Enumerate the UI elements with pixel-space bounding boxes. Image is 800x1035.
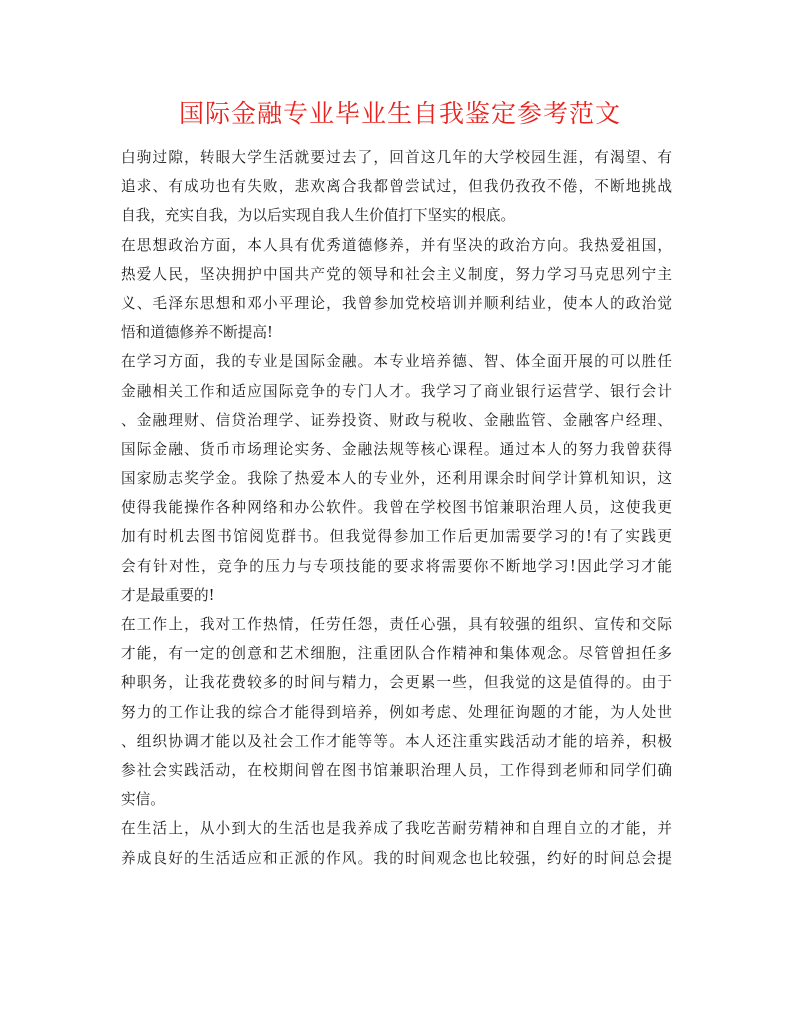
paragraph — [121, 231, 672, 348]
text-line: 悟和道德修养不断提高! — [121, 324, 273, 342]
paragraph — [121, 814, 672, 872]
text-line: 参社会实践活动，在校期间曾在图书馆兼职治理人员，工作得到老师和同学们确 — [121, 761, 672, 779]
text-line: 追求、有成功也有失败，悲欢离合我都曾尝试过，但我仍孜孜不倦，不断地挑战 — [121, 178, 672, 196]
text-line: 在生活上，从小到大的生活也是我养成了我吃苦耐劳精神和自理自立的才能，并 — [121, 820, 672, 838]
text-line: 热爱人民，坚决拥护中国共产党的领导和社会主义制度，努力学习马克思列宁主 — [121, 265, 672, 283]
document-body — [121, 143, 672, 873]
text-line: 自我，充实自我，为以后实现自我人生价值打下坚实的根底。 — [121, 207, 516, 225]
text-line: 金融相关工作和适应国际竞争的专门人才。我学习了商业银行运营学、银行会计 — [121, 382, 672, 400]
paragraph — [121, 347, 672, 610]
text-line: 使得我能操作各种网络和办公软件。我曾在学校图书馆兼职治理人员，这使我更 — [121, 499, 672, 517]
paragraph — [121, 143, 672, 231]
text-line: 努力的工作让我的综合才能得到培养，例如考虑、处理征询题的才能，为人处世 — [121, 703, 672, 721]
text-line: 义、毛泽东思想和邓小平理论，我曾参加党校培训并顺利结业，使本人的政治觉 — [121, 294, 672, 312]
text-line: 白驹过隙，转眼大学生活就要过去了，回首这几年的大学校园生涯，有渴望、有 — [121, 149, 672, 166]
text-line: 会有针对性，竞争的压力与专项技能的要求将需要你不断地学习!因此学习才能 — [121, 557, 672, 575]
document-title: 国际金融专业毕业生自我鉴定参考范文 — [178, 99, 621, 128]
text-line: 、组织协调才能以及社会工作才能等等。本人还注重实践活动才能的培养，积极 — [121, 732, 672, 750]
text-line: 、金融理财、信贷治理学、证券投资、财政与税收、金融监管、金融客户经理、 — [121, 411, 672, 429]
text-line: 国家励志奖学金。我除了热爱本人的专业外，还利用课余时间学计算机知识，这 — [121, 470, 672, 488]
text-line: 实信。 — [121, 791, 165, 809]
text-line: 在思想政治方面，本人具有优秀道德修养，并有坚决的政治方向。我热爱祖国， — [121, 236, 672, 254]
paragraph — [121, 610, 672, 814]
text-line: 才能，有一定的创意和艺术细胞，注重团队合作精神和集体观念。尽管曾担任多 — [121, 645, 672, 663]
text-line: 养成良好的生活适应和正派的作风。我的时间观念也比较强，约好的时间总会提 — [121, 849, 672, 867]
text-line: 种职务，让我花费较多的时间与精力，会更累一些，但我觉的这是值得的。由于 — [121, 674, 672, 692]
text-line: 国际金融、货币市场理论实务、金融法规等核心课程。通过本人的努力我曾获得 — [121, 440, 672, 458]
text-line: 加有时机去图书馆阅览群书。但我觉得参加工作后更加需要学习的!有了实践更 — [121, 528, 672, 546]
text-line: 在工作上，我对工作热情，任劳任怨，责任心强，具有较强的组织、宣传和交际 — [121, 616, 672, 633]
text-line: 在学习方面，我的专业是国际金融。本专业培养德、智、体全面开展的可以胜任 — [121, 353, 672, 371]
text-line: 才是最重要的! — [121, 586, 215, 604]
